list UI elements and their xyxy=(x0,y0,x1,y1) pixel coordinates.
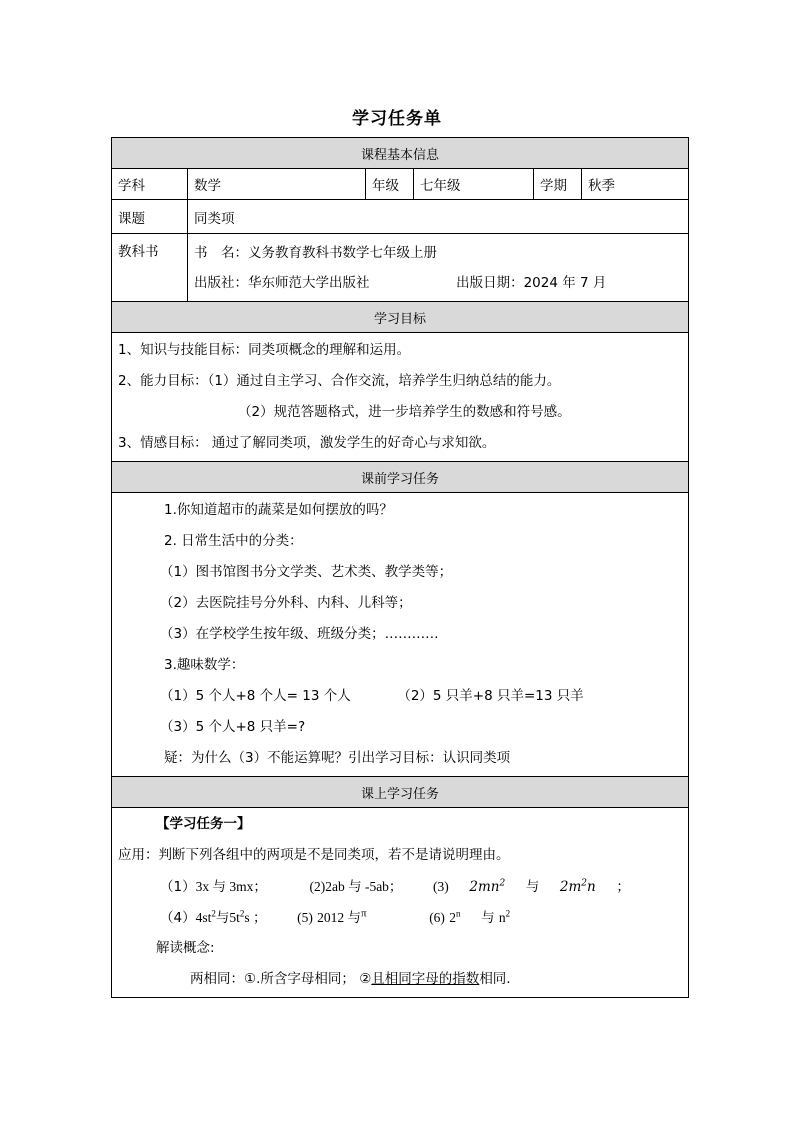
pre-question-2-1: （1）图书馆图书分文学类、艺术类、教学类等； xyxy=(160,564,453,580)
item-4-term-b-exp: 2 xyxy=(239,908,245,919)
task-sheet-table xyxy=(111,137,689,998)
class-task-1-heading: 【学习任务一】 xyxy=(156,816,251,832)
textbook-label: 教科书 xyxy=(112,234,188,302)
item-4-with: 与 xyxy=(215,910,230,926)
item-3-label: (3) xyxy=(433,879,449,894)
publisher-line xyxy=(194,268,682,298)
item-3-term-b-tail: n xyxy=(587,879,596,895)
pre-doubt: 疑：为什么（3）不能运算呢？引出学习目标：认识同类项 xyxy=(164,750,511,766)
definition-end: 相同. xyxy=(479,971,511,987)
book-name: 书 名：义务教育教科书数学七年级上册 xyxy=(194,244,437,261)
definition-mark: ② xyxy=(359,971,372,987)
item-2-label: (2) xyxy=(309,879,326,894)
section-header-class xyxy=(112,777,689,808)
grade-label: 年级 xyxy=(366,169,414,200)
pub-date: 出版日期：2024 年 7 月 xyxy=(456,274,607,291)
item-6-label: (6) xyxy=(429,910,445,925)
goal-2: 2、能力目标：（1）通过自主学习、合作交流，培养学生归纳总结的能力。 xyxy=(118,373,561,389)
term-value: 秋季 xyxy=(582,169,689,200)
pre-question-3-row xyxy=(118,681,682,712)
definition-underlined: 且相同字母的指数 xyxy=(371,971,480,987)
item-3-term-b: 2m xyxy=(559,879,582,895)
item-6-term-b: n xyxy=(498,910,506,925)
item-3-term-b-exp: 2 xyxy=(581,878,588,889)
pre-question-2-3: （3）在学校学生按年级、班级分类；………… xyxy=(160,626,439,642)
class-apply: 应用：判断下列各组中的两项是不是同类项，若不是请说明理由。 xyxy=(118,847,510,863)
item-1: 3x 与 3mx； xyxy=(195,879,267,894)
item-5: 2012 与 xyxy=(317,910,362,925)
class-items-row-2 xyxy=(118,902,682,933)
item-1-label: （1） xyxy=(160,879,196,895)
goal-1: 1、知识与技能目标：同类项概念的理解和运用。 xyxy=(118,342,411,358)
pre-question-3-1: （1）5 个人+8 个人= 13 个人 xyxy=(160,688,351,704)
class-definition xyxy=(118,964,682,995)
item-6-term-a-exp: n xyxy=(455,908,461,919)
section-header-basic xyxy=(112,138,689,169)
definition-prefix: 两相同：①.所含字母相同； xyxy=(190,971,355,987)
item-5-pi: π xyxy=(361,907,367,920)
item-6-with: 与 xyxy=(481,910,495,926)
topic-label: 课题 xyxy=(112,200,188,234)
pre-question-3: 3.趣味数学： xyxy=(164,657,245,673)
grade-value: 七年级 xyxy=(414,169,534,200)
item-3-term-a-exp: 2 xyxy=(499,878,506,889)
subject-value: 数学 xyxy=(188,169,366,200)
item-4-term-b-tail: s ； xyxy=(244,910,267,925)
goal-3: 3、情感目标： 通过了解同类项，激发学生的好奇心与求知欲。 xyxy=(118,435,496,451)
item-6-term-b-exp: 2 xyxy=(505,908,511,919)
pre-question-2-2: （2）去医院挂号分外科、内科、儿科等； xyxy=(160,595,412,611)
section-title-class: 课上学习任务 xyxy=(112,777,689,808)
section-header-pre xyxy=(112,462,689,493)
item-6-term-a: 2 xyxy=(449,910,456,925)
term-label: 学期 xyxy=(534,169,582,200)
item-5-label: (5) xyxy=(297,910,313,925)
section-header-goals xyxy=(112,302,689,333)
pre-question-3-2: （2）5 只羊+8 只羊=13 只羊 xyxy=(397,688,584,704)
item-2: 2ab 与 -5ab； xyxy=(325,879,403,894)
section-title-basic: 课程基本信息 xyxy=(112,138,689,169)
item-3-with: 与 xyxy=(525,879,540,895)
pre-question-2: 2. 日常生活中的分类： xyxy=(164,533,303,549)
item-3-term-a: 2mn xyxy=(469,879,500,895)
item-3-end: ； xyxy=(616,879,630,895)
goal-2b: （2）规范答题格式，进一步培养学生的数感和符号感。 xyxy=(238,404,571,420)
item-4-term-a-exp: 2 xyxy=(211,908,216,919)
page-title: 学习任务单 xyxy=(352,109,442,129)
class-interpret: 解读概念: xyxy=(156,940,215,956)
topic-value: 同类项 xyxy=(188,200,689,234)
section-title-goals: 学习目标 xyxy=(112,302,689,333)
pre-question-3-3: （3）5 个人+8 只羊=? xyxy=(160,719,306,735)
item-4-label: （4） xyxy=(160,910,196,926)
subject-label: 学科 xyxy=(112,169,188,200)
class-items-row-1 xyxy=(118,871,682,902)
publisher: 出版社：华东师范大学出版社 xyxy=(194,274,370,291)
pre-question-1: 1.你知道超市的蔬菜是如何摆放的吗？ xyxy=(164,502,393,518)
item-4-term-a: 4st xyxy=(195,910,212,925)
item-4-term-b: 5t xyxy=(229,910,240,925)
section-title-pre: 课前学习任务 xyxy=(112,462,689,493)
